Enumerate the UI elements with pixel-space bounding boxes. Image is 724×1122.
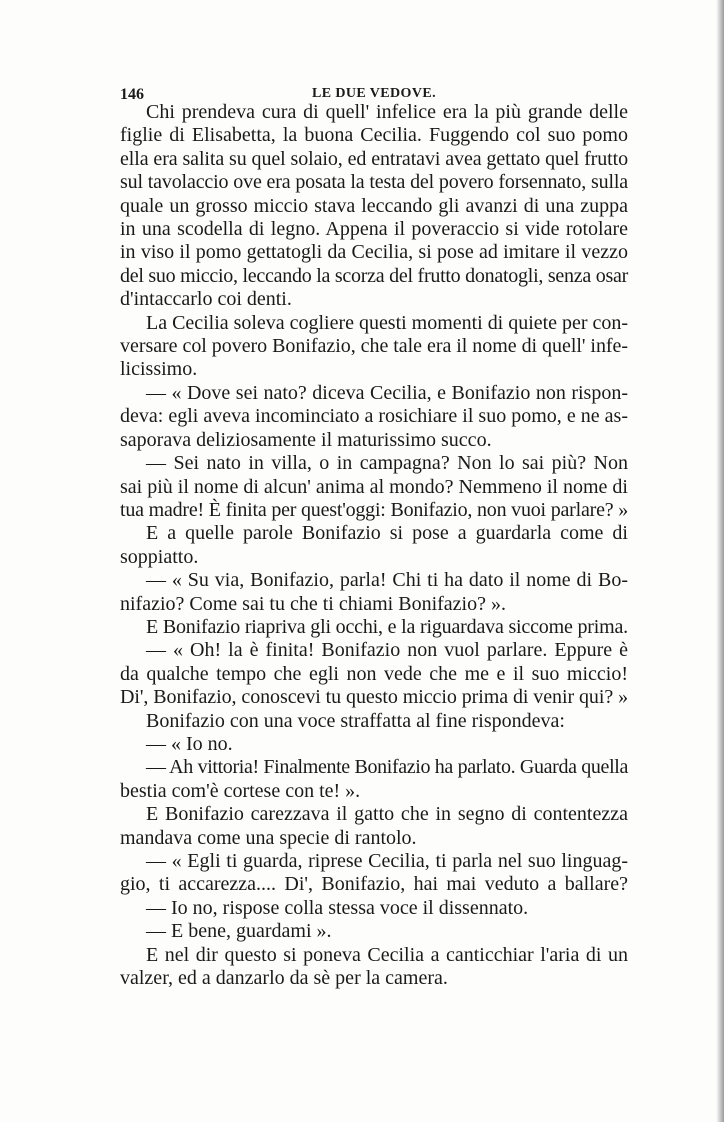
text-line: tua madre! È finita per quest'oggi: Bonifazio, non vuoi parlare? » (120, 498, 628, 521)
text-line: del suo miccio, leccando la scorza del frutto donatogli, senza osar (120, 264, 629, 287)
text-line: — Sei nato in villa, o in campagna? Non lo sai più? Non (146, 452, 628, 475)
text-line: soppiatto. (120, 545, 199, 568)
text-line: da qualche tempo che egli non vede che me e il suo miccio! (120, 662, 628, 685)
text-line: — Io no, rispose colla stessa voce il dissennato. (146, 896, 529, 919)
text-line: mandava come una specie di rantolo. (120, 826, 417, 849)
text-line: valzer, ed a danzarlo da sè per la camera. (120, 967, 448, 990)
text-line: — « Egli ti guarda, riprese Cecilia, ti parla nel suo linguag- (146, 850, 628, 872)
text-line: — « Dove sei nato? diceva Cecilia, e Bonifazio non rispon- (146, 381, 628, 404)
text-line: bestia com'è cortese con te! ». (120, 779, 361, 802)
text-line: — « Su via, Bonifazio, parla! Chi ti ha dato il nome di Bo- (146, 569, 628, 592)
text-line: Bonifazio con una voce straffatta al fine rispondeva: (146, 709, 565, 732)
text-line: sai più il nome di alcun' anima al mondo? Nemmeno il nome di (120, 475, 628, 498)
text-line: in una scodella di legno. Appena il poveraccio si vide rotolare (120, 218, 628, 241)
text-line: licissimo. (120, 358, 198, 381)
text-line: gio, ti accarezza.... Di', Bonifazio, hai mai veduto a ballare? (120, 873, 628, 896)
text-line: sul tavolaccio ove era posata la testa del povero forsennato, sulla (120, 171, 628, 194)
text-line: La Cecilia soleva cogliere questi momenti di quiete per con- (146, 311, 629, 334)
text-line: E a quelle parole Bonifazio si pose a guardarla come di (146, 522, 628, 545)
text-line: Di', Bonifazio, conoscevi tu questo miccio prima di venir qui? » (120, 686, 629, 709)
text-line: deva: egli aveva incominciato a rosichiare il suo pomo, e ne as- (120, 405, 628, 428)
running-title: LE DUE VEDOVE. (312, 86, 436, 101)
body-text (120, 101, 629, 990)
text-line: — « Oh! la è finita! Bonifazio non vuol parlare. Eppure è (146, 639, 628, 662)
text-line: — E bene, guardami ». (146, 920, 332, 943)
text-line: — « Io no. (146, 732, 233, 755)
text-line: in viso il pomo gettatogli da Cecilia, si pose ad imitare il vezzo (120, 241, 628, 264)
text-line: Chi prendeva cura di quell' infelice era la più grande delle (146, 101, 628, 123)
page-edge-shadow (716, 0, 724, 1122)
text-line: nifazio? Come sai tu che ti chiami Bonifazio? ». (120, 592, 506, 615)
text-line: — Ah vittoria! Finalmente Bonifazio ha parlato. Guarda quella (146, 756, 628, 779)
text-line: E nel dir questo si poneva Cecilia a canticchiar l'aria di un (146, 943, 628, 966)
text-line: figlie di Elisabetta, la buona Cecilia. Fuggendo col suo pomo (120, 124, 628, 147)
page-number: 146 (120, 86, 144, 103)
text-line: E Bonifazio carezzava il gatto che in segno di contentezza (146, 803, 628, 826)
text-line: ella era salita su quel solaio, ed entratavi avea gettato quel frutto (120, 147, 628, 170)
text-line: quale un grosso miccio stava leccando gli avanzi di una zuppa (120, 194, 628, 217)
text-line: E Bonifazio riapriva gli occhi, e la riguardava siccome prima. (146, 615, 628, 638)
text-line: versare col povero Bonifazio, che tale era il nome di quell' infe- (120, 335, 629, 358)
text-line: d'intaccarlo coi denti. (120, 288, 292, 311)
text-line: saporava deliziosamente il maturissimo succo. (120, 428, 492, 451)
